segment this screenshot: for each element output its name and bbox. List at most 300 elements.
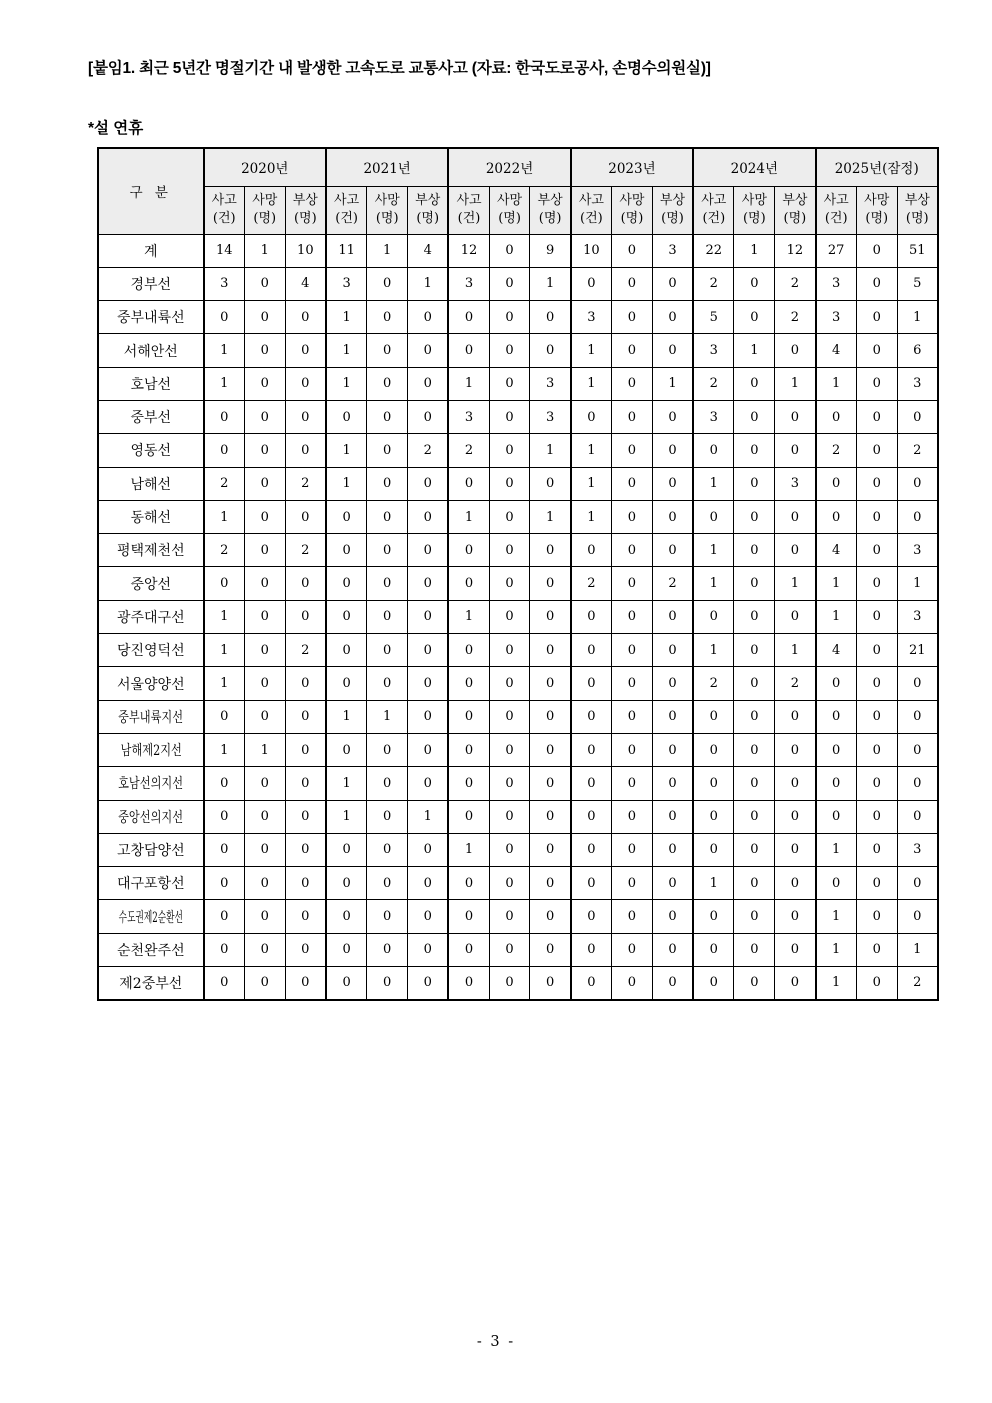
cell-value: 0 xyxy=(204,967,245,1000)
cell-value: 0 xyxy=(408,334,449,367)
cell-value: 0 xyxy=(571,600,612,633)
cell-value: 0 xyxy=(285,800,326,833)
cell-value: 0 xyxy=(285,833,326,866)
cell-value: 2 xyxy=(897,434,938,467)
cell-value: 0 xyxy=(693,933,734,966)
cell-value: 0 xyxy=(612,267,653,300)
table-row xyxy=(98,234,938,267)
cell-value: 3 xyxy=(897,534,938,567)
row-label-text: 계 xyxy=(144,243,158,260)
cell-value: 0 xyxy=(530,933,571,966)
cell-value: 1 xyxy=(816,367,857,400)
cell-value: 0 xyxy=(775,700,816,733)
metric-header-line1: 부상 xyxy=(659,193,686,209)
cell-value: 0 xyxy=(693,434,734,467)
cell-value: 0 xyxy=(530,467,571,500)
cell-value: 0 xyxy=(448,767,489,800)
cell-value: 9 xyxy=(530,234,571,267)
cell-value: 10 xyxy=(285,234,326,267)
cell-value: 0 xyxy=(285,301,326,334)
row-label-text: 대구포항선 xyxy=(116,876,185,893)
cell-value: 0 xyxy=(408,534,449,567)
cell-value: 3 xyxy=(775,467,816,500)
row-label xyxy=(98,800,204,833)
cell-value: 0 xyxy=(367,467,408,500)
cell-value: 0 xyxy=(530,900,571,933)
cell-value: 0 xyxy=(856,733,897,766)
cell-value: 0 xyxy=(775,334,816,367)
table-row xyxy=(98,467,938,500)
cell-value: 0 xyxy=(326,933,367,966)
cell-value: 0 xyxy=(204,867,245,900)
metric-header xyxy=(204,186,245,234)
cell-value: 1 xyxy=(897,567,938,600)
cell-value: 0 xyxy=(367,600,408,633)
cell-value: 0 xyxy=(408,867,449,900)
table-row xyxy=(98,733,938,766)
metric-header-line1: 사고 xyxy=(823,193,849,209)
cell-value: 0 xyxy=(408,700,449,733)
cell-value: 0 xyxy=(408,467,449,500)
cell-value: 0 xyxy=(897,500,938,533)
cell-value: 3 xyxy=(693,400,734,433)
metric-header-line2: (명) xyxy=(742,211,766,226)
cell-value: 3 xyxy=(530,367,571,400)
cell-value: 3 xyxy=(652,234,693,267)
row-label-text: 호남선의지선 xyxy=(118,776,184,793)
cell-value: 0 xyxy=(285,767,326,800)
cell-value: 0 xyxy=(489,334,530,367)
metric-header-line1: 사고 xyxy=(334,193,360,209)
cell-value: 0 xyxy=(816,867,857,900)
cell-value: 0 xyxy=(367,500,408,533)
cell-value: 1 xyxy=(897,933,938,966)
row-label-text: 영동선 xyxy=(130,443,172,460)
cell-value: 3 xyxy=(530,400,571,433)
cell-value: 0 xyxy=(652,733,693,766)
cell-value: 1 xyxy=(448,367,489,400)
cell-value: 0 xyxy=(897,733,938,766)
year-header: 2024년 xyxy=(693,148,815,186)
metric-header xyxy=(897,186,938,234)
cell-value: 0 xyxy=(530,733,571,766)
metric-header-line2: (명) xyxy=(498,211,521,226)
cell-value: 0 xyxy=(856,634,897,667)
cell-value: 0 xyxy=(367,434,408,467)
cell-value: 0 xyxy=(204,400,245,433)
cell-value: 0 xyxy=(856,800,897,833)
cell-value: 1 xyxy=(326,434,367,467)
cell-value: 0 xyxy=(693,733,734,766)
cell-value: 0 xyxy=(897,767,938,800)
cell-value: 0 xyxy=(734,367,775,400)
table-row xyxy=(98,634,938,667)
cell-value: 0 xyxy=(448,900,489,933)
cell-value: 0 xyxy=(204,933,245,966)
table-row xyxy=(98,434,938,467)
cell-value: 0 xyxy=(612,567,653,600)
cell-value: 0 xyxy=(652,700,693,733)
cell-value: 1 xyxy=(816,567,857,600)
cell-value: 0 xyxy=(530,600,571,633)
metric-header-line2: (명) xyxy=(253,211,277,226)
cell-value: 0 xyxy=(856,500,897,533)
metric-header-line1: 사고 xyxy=(701,193,727,209)
cell-value: 0 xyxy=(244,367,285,400)
cell-value: 5 xyxy=(897,267,938,300)
metric-header-line2: (건) xyxy=(702,211,726,226)
row-label xyxy=(98,234,204,267)
cell-value: 0 xyxy=(285,567,326,600)
cell-value: 3 xyxy=(897,833,938,866)
cell-value: 0 xyxy=(489,600,530,633)
cell-value: 0 xyxy=(285,867,326,900)
table-row xyxy=(98,800,938,833)
cell-value: 12 xyxy=(775,234,816,267)
cell-value: 22 xyxy=(693,234,734,267)
cell-value: 0 xyxy=(244,600,285,633)
cell-value: 0 xyxy=(204,800,245,833)
cell-value: 0 xyxy=(326,500,367,533)
cell-value: 1 xyxy=(530,500,571,533)
row-label xyxy=(98,700,204,733)
cell-value: 0 xyxy=(775,867,816,900)
cell-value: 3 xyxy=(448,267,489,300)
cell-value: 0 xyxy=(530,800,571,833)
cell-value: 0 xyxy=(652,301,693,334)
cell-value: 0 xyxy=(612,367,653,400)
cell-value: 0 xyxy=(489,733,530,766)
year-header: 2023년 xyxy=(571,148,693,186)
cell-value: 0 xyxy=(612,667,653,700)
cell-value: 0 xyxy=(285,733,326,766)
cell-value: 1 xyxy=(204,334,245,367)
metric-header-line2: (건) xyxy=(824,211,848,226)
metric-header-line1: 부상 xyxy=(537,193,563,209)
cell-value: 0 xyxy=(775,733,816,766)
cell-value: 14 xyxy=(204,234,245,267)
cell-value: 0 xyxy=(856,767,897,800)
cell-value: 0 xyxy=(775,800,816,833)
row-label-text: 수도권제2순환선 xyxy=(118,909,183,926)
cell-value: 0 xyxy=(448,933,489,966)
cell-value: 0 xyxy=(816,667,857,700)
cell-value: 0 xyxy=(367,933,408,966)
cell-value: 0 xyxy=(734,867,775,900)
cell-value: 2 xyxy=(693,367,734,400)
cell-value: 1 xyxy=(326,767,367,800)
cell-value: 0 xyxy=(448,800,489,833)
cell-value: 0 xyxy=(652,967,693,1000)
cell-value: 1 xyxy=(571,467,612,500)
table-row xyxy=(98,500,938,533)
cell-value: 0 xyxy=(244,833,285,866)
cell-value: 1 xyxy=(571,367,612,400)
table-row xyxy=(98,600,938,633)
cell-value: 1 xyxy=(408,267,449,300)
cell-value: 0 xyxy=(244,334,285,367)
cell-value: 0 xyxy=(448,467,489,500)
cell-value: 0 xyxy=(816,767,857,800)
cell-value: 0 xyxy=(244,634,285,667)
row-label-text: 중앙선 xyxy=(130,576,172,593)
cell-value: 0 xyxy=(856,700,897,733)
cell-value: 0 xyxy=(734,301,775,334)
cell-value: 0 xyxy=(734,700,775,733)
cell-value: 0 xyxy=(652,900,693,933)
cell-value: 5 xyxy=(693,301,734,334)
cell-value: 0 xyxy=(530,667,571,700)
cell-value: 2 xyxy=(408,434,449,467)
cell-value: 21 xyxy=(897,634,938,667)
cell-value: 0 xyxy=(244,933,285,966)
cell-value: 1 xyxy=(816,933,857,966)
cell-value: 0 xyxy=(612,434,653,467)
metric-header-line1: 사고 xyxy=(578,193,604,209)
cell-value: 0 xyxy=(408,833,449,866)
cell-value: 2 xyxy=(652,567,693,600)
year-header: 2025년(잠정) xyxy=(816,148,938,186)
cell-value: 0 xyxy=(408,733,449,766)
table-row xyxy=(98,867,938,900)
cell-value: 1 xyxy=(204,500,245,533)
cell-value: 0 xyxy=(489,700,530,733)
cell-value: 0 xyxy=(612,833,653,866)
cell-value: 0 xyxy=(244,400,285,433)
cell-value: 27 xyxy=(816,234,857,267)
metric-header-line2: (명) xyxy=(905,211,929,226)
cell-value: 0 xyxy=(571,933,612,966)
year-header: 2021년 xyxy=(326,148,448,186)
cell-value: 0 xyxy=(244,667,285,700)
cell-value: 0 xyxy=(489,500,530,533)
table-row xyxy=(98,700,938,733)
cell-value: 0 xyxy=(612,400,653,433)
metric-header xyxy=(448,186,489,234)
cell-value: 2 xyxy=(285,634,326,667)
cell-value: 0 xyxy=(367,400,408,433)
cell-value: 0 xyxy=(856,567,897,600)
cell-value: 0 xyxy=(571,400,612,433)
table-row xyxy=(98,301,938,334)
row-label-text: 순천완주선 xyxy=(116,942,185,959)
metric-header xyxy=(489,186,530,234)
cell-value: 0 xyxy=(734,800,775,833)
accident-table xyxy=(97,147,939,1001)
table-row xyxy=(98,667,938,700)
cell-value: 0 xyxy=(489,467,530,500)
cell-value: 0 xyxy=(652,634,693,667)
cell-value: 0 xyxy=(530,767,571,800)
row-label xyxy=(98,767,204,800)
cell-value: 0 xyxy=(367,334,408,367)
metric-header-line2: (명) xyxy=(620,211,644,226)
cell-value: 0 xyxy=(856,600,897,633)
cell-value: 0 xyxy=(734,900,775,933)
row-label xyxy=(98,400,204,433)
cell-value: 1 xyxy=(775,567,816,600)
metric-header-line2: (명) xyxy=(375,211,399,226)
cell-value: 0 xyxy=(816,500,857,533)
cell-value: 0 xyxy=(489,301,530,334)
cell-value: 0 xyxy=(244,900,285,933)
cell-value: 1 xyxy=(693,634,734,667)
cell-value: 10 xyxy=(571,234,612,267)
cell-value: 0 xyxy=(326,567,367,600)
cell-value: 0 xyxy=(571,833,612,866)
cell-value: 1 xyxy=(244,234,285,267)
cell-value: 0 xyxy=(326,833,367,866)
cell-value: 0 xyxy=(367,900,408,933)
cell-value: 0 xyxy=(856,900,897,933)
metric-header-line1: 사망 xyxy=(864,193,890,209)
cell-value: 0 xyxy=(612,600,653,633)
cell-value: 0 xyxy=(693,800,734,833)
cell-value: 2 xyxy=(775,667,816,700)
table-row xyxy=(98,400,938,433)
cell-value: 0 xyxy=(612,767,653,800)
cell-value: 1 xyxy=(204,600,245,633)
cell-value: 0 xyxy=(612,467,653,500)
cell-value: 2 xyxy=(693,267,734,300)
cell-value: 0 xyxy=(734,400,775,433)
cell-value: 1 xyxy=(775,634,816,667)
cell-value: 0 xyxy=(326,600,367,633)
cell-value: 0 xyxy=(571,967,612,1000)
cell-value: 0 xyxy=(816,733,857,766)
cell-value: 0 xyxy=(734,733,775,766)
cell-value: 0 xyxy=(612,867,653,900)
cell-value: 0 xyxy=(530,634,571,667)
cell-value: 0 xyxy=(489,833,530,866)
cell-value: 0 xyxy=(204,301,245,334)
cell-value: 3 xyxy=(897,367,938,400)
table-row xyxy=(98,967,938,1000)
cell-value: 1 xyxy=(693,467,734,500)
cell-value: 3 xyxy=(816,267,857,300)
cell-value: 0 xyxy=(775,933,816,966)
cell-value: 0 xyxy=(489,967,530,1000)
row-label-text: 고창담양선 xyxy=(116,842,185,859)
cell-value: 0 xyxy=(652,500,693,533)
cell-value: 1 xyxy=(734,334,775,367)
cell-value: 1 xyxy=(204,634,245,667)
cell-value: 0 xyxy=(856,400,897,433)
cell-value: 0 xyxy=(489,933,530,966)
row-label-text: 당진영덕선 xyxy=(116,643,185,660)
cell-value: 2 xyxy=(285,534,326,567)
metric-header-line2: (건) xyxy=(580,211,603,226)
cell-value: 0 xyxy=(367,800,408,833)
cell-value: 0 xyxy=(448,867,489,900)
cell-value: 1 xyxy=(693,867,734,900)
cell-value: 0 xyxy=(652,267,693,300)
row-label xyxy=(98,434,204,467)
cell-value: 0 xyxy=(652,467,693,500)
cell-value: 2 xyxy=(775,301,816,334)
cell-value: 0 xyxy=(244,700,285,733)
row-label-text: 호남선 xyxy=(130,376,172,393)
cell-value: 0 xyxy=(652,600,693,633)
cell-value: 0 xyxy=(612,700,653,733)
cell-value: 0 xyxy=(489,867,530,900)
cell-value: 1 xyxy=(326,367,367,400)
row-label-text: 서해안선 xyxy=(123,343,178,360)
cell-value: 1 xyxy=(326,334,367,367)
row-label xyxy=(98,833,204,866)
row-label xyxy=(98,634,204,667)
row-label-text: 제2중부선 xyxy=(119,975,183,992)
cell-value: 0 xyxy=(408,667,449,700)
cell-value: 3 xyxy=(571,301,612,334)
cell-value: 0 xyxy=(775,400,816,433)
cell-value: 0 xyxy=(897,900,938,933)
cell-value: 0 xyxy=(612,733,653,766)
cell-value: 0 xyxy=(408,301,449,334)
cell-value: 1 xyxy=(571,334,612,367)
metric-header xyxy=(571,186,612,234)
cell-value: 0 xyxy=(612,500,653,533)
cell-value: 2 xyxy=(571,567,612,600)
metric-header-line1: 사망 xyxy=(496,193,523,209)
metric-header xyxy=(326,186,367,234)
row-label-text: 중부선 xyxy=(130,410,172,427)
cell-value: 0 xyxy=(448,967,489,1000)
metric-header-line1: 부상 xyxy=(782,193,808,209)
cell-value: 1 xyxy=(571,500,612,533)
cell-value: 0 xyxy=(612,967,653,1000)
cell-value: 0 xyxy=(897,800,938,833)
cell-value: 0 xyxy=(612,933,653,966)
cell-value: 0 xyxy=(489,767,530,800)
cell-value: 0 xyxy=(856,867,897,900)
cell-value: 0 xyxy=(734,634,775,667)
metric-header xyxy=(734,186,775,234)
cell-value: 1 xyxy=(530,434,571,467)
row-label xyxy=(98,967,204,1000)
cell-value: 1 xyxy=(204,667,245,700)
metric-header xyxy=(367,186,408,234)
cell-value: 0 xyxy=(734,567,775,600)
row-label xyxy=(98,534,204,567)
cell-value: 0 xyxy=(693,600,734,633)
cell-value: 1 xyxy=(816,600,857,633)
cell-value: 0 xyxy=(204,700,245,733)
cell-value: 0 xyxy=(489,400,530,433)
cell-value: 0 xyxy=(367,767,408,800)
cell-value: 0 xyxy=(693,500,734,533)
cell-value: 0 xyxy=(285,334,326,367)
cell-value: 0 xyxy=(244,867,285,900)
cell-value: 3 xyxy=(448,400,489,433)
cell-value: 0 xyxy=(734,500,775,533)
cell-value: 0 xyxy=(326,400,367,433)
cell-value: 0 xyxy=(244,434,285,467)
cell-value: 4 xyxy=(816,634,857,667)
cell-value: 1 xyxy=(816,900,857,933)
cell-value: 0 xyxy=(326,900,367,933)
cell-value: 0 xyxy=(571,767,612,800)
cell-value: 0 xyxy=(489,634,530,667)
cell-value: 0 xyxy=(571,800,612,833)
cell-value: 2 xyxy=(775,267,816,300)
cell-value: 0 xyxy=(856,833,897,866)
cell-value: 3 xyxy=(897,600,938,633)
cell-value: 4 xyxy=(285,267,326,300)
cell-value: 4 xyxy=(816,534,857,567)
cell-value: 0 xyxy=(326,867,367,900)
table-row xyxy=(98,933,938,966)
